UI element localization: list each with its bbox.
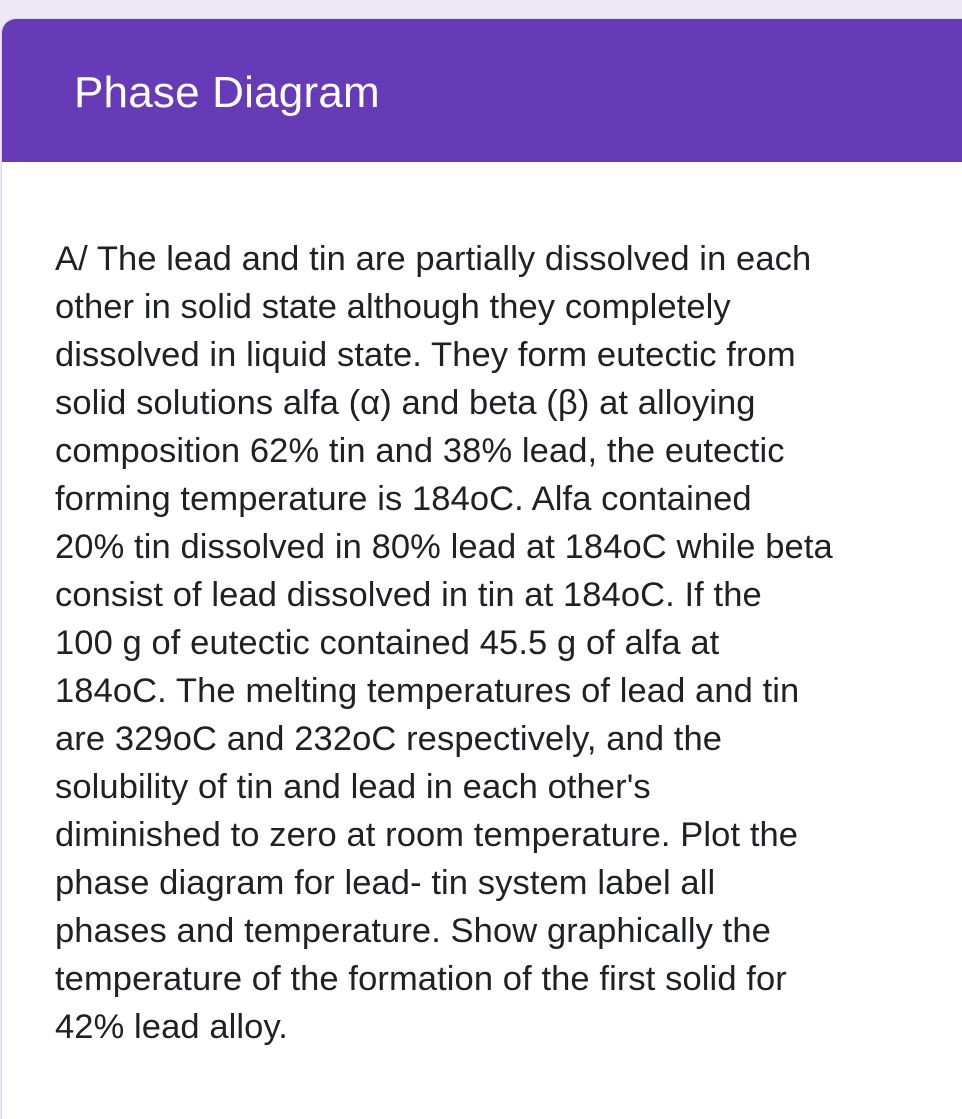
card-header (2, 19, 962, 162)
question-line: 42% lead alloy. (55, 1008, 288, 1046)
question-line: forming temperature is 184oC. Alfa contained (55, 480, 752, 518)
question-line: A/ The lead and tin are partially dissolved in each (55, 240, 812, 278)
question-line: solubility of tin and lead in each other's (55, 768, 651, 806)
question-text (55, 235, 935, 1051)
question-body (55, 235, 935, 1051)
question-line: composition 62% tin and 38% lead, the eutectic (55, 432, 785, 470)
question-line: diminished to zero at room temperature. Plot the (55, 816, 799, 854)
question-line: consist of lead dissolved in tin at 184oC. If the (55, 576, 762, 614)
question-line: 184oC. The melting temperatures of lead and tin (55, 672, 800, 710)
form-card (2, 19, 962, 1119)
question-line: are 329oC and 232oC respectively, and the (55, 720, 723, 758)
question-line: phase diagram for lead- tin system label all (55, 864, 716, 902)
question-line: other in solid state although they completely (55, 288, 731, 326)
question-line: 20% tin dissolved in 80% lead at 184oC while beta (55, 528, 833, 566)
question-line: 100 g of eutectic contained 45.5 g of alfa at (55, 624, 720, 662)
question-line: phases and temperature. Show graphically the (55, 912, 771, 950)
question-line: temperature of the formation of the first solid for (55, 960, 787, 998)
question-line: solid solutions alfa (α) and beta (β) at alloying (55, 384, 756, 422)
question-line: dissolved in liquid state. They form eutectic from (55, 336, 796, 374)
page-title: Phase Diagram (74, 68, 380, 117)
